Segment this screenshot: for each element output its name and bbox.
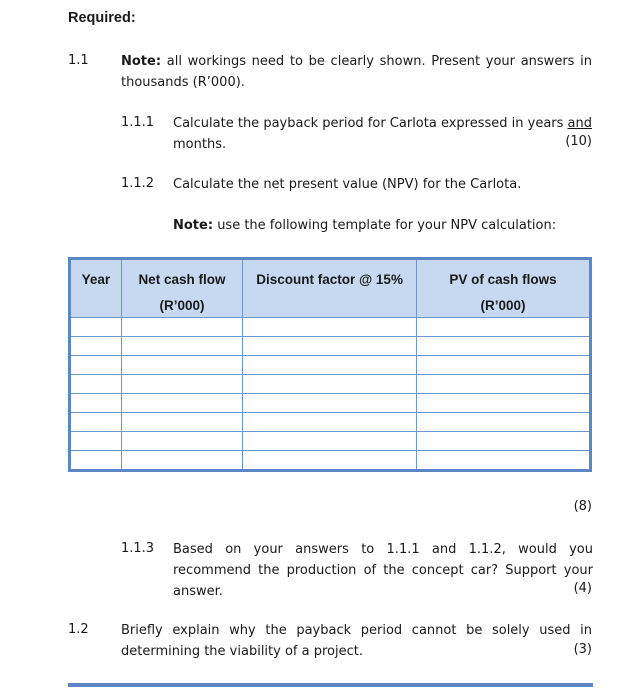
question-1-1-3-text: Based on your answers to 1.1.1 and 1.1.2, would you recommend the production of the concept car? Support your answer. [173, 542, 593, 599]
table-cell [417, 413, 591, 432]
question-number-1-1: 1.1 [68, 53, 89, 68]
header-year: Year [70, 259, 122, 318]
table-cell [243, 337, 417, 356]
table-cell [417, 432, 591, 451]
table-cell [121, 394, 242, 413]
note-text: all workings need to be clearly shown. Present your answers in thousands (R’000). [121, 54, 592, 90]
table-cell [70, 337, 122, 356]
table-row [70, 432, 591, 451]
table-cell [417, 337, 591, 356]
table-units-row [70, 298, 591, 318]
marks-1-1-1: (10) [565, 134, 592, 149]
table-cell [417, 451, 591, 471]
table-cell [243, 394, 417, 413]
table-header-row [70, 259, 591, 299]
table-cell [70, 432, 122, 451]
table-cell [417, 318, 591, 337]
table-cell [243, 375, 417, 394]
table-row [70, 318, 591, 337]
table-row [70, 451, 591, 471]
header-discount-factor: Discount factor @ 15% [243, 259, 417, 299]
marks-1-1-2: (8) [573, 499, 592, 514]
table-cell [121, 375, 242, 394]
table-cell [121, 432, 242, 451]
table-cell [243, 432, 417, 451]
table-cell [70, 413, 122, 432]
note-label: Note: [173, 218, 214, 233]
table-cell [243, 413, 417, 432]
question-number-1-1-3: 1.1.3 [121, 541, 155, 556]
marks-1-1-3: (4) [573, 581, 592, 596]
table-cell [70, 394, 122, 413]
question-text-continued: months. [173, 137, 227, 152]
question-number-1-1-1: 1.1.1 [121, 115, 155, 130]
table-cell [70, 318, 122, 337]
section-heading: Required: [68, 10, 136, 26]
question-1-2-text: Briefly explain why the payback period cannot be solely used in determining the viability of a project. [121, 623, 592, 659]
question-number-1-1-2: 1.1.2 [121, 176, 155, 191]
table-cell [70, 451, 122, 471]
units-discount-factor [243, 298, 417, 318]
table-row [70, 375, 591, 394]
table-cell [243, 318, 417, 337]
table-row [70, 356, 591, 375]
table-cell [121, 451, 242, 471]
marks-1-2: (3) [573, 642, 592, 657]
table-body [70, 318, 591, 471]
header-net-cash-flow: Net cash flow [121, 259, 242, 299]
question-1-1-1-text [173, 113, 593, 155]
table-row [70, 394, 591, 413]
table-cell [417, 394, 591, 413]
units-net-cash-flow: (R’000) [121, 298, 242, 318]
table-cell [243, 451, 417, 471]
table-cell [417, 356, 591, 375]
table-cell [243, 356, 417, 375]
npv-template-table [68, 257, 592, 472]
question-1-1-2-note [173, 215, 593, 236]
question-text: Calculate the payback period for Carlota expressed in years [173, 116, 568, 131]
table-cell [121, 413, 242, 432]
question-1-1-2-text: Calculate the net present value (NPV) for the Carlota. [173, 177, 522, 192]
table-cell [121, 356, 242, 375]
footer-rule [68, 683, 593, 687]
table-row [70, 413, 591, 432]
question-1-1-note [121, 51, 592, 93]
question-number-1-2: 1.2 [68, 622, 89, 637]
units-pv-cash-flows: (R’000) [417, 298, 591, 318]
table-cell [417, 375, 591, 394]
note-label: Note: [121, 54, 162, 69]
table-cell [70, 356, 122, 375]
table-cell [70, 375, 122, 394]
table-row [70, 337, 591, 356]
table-cell [121, 337, 242, 356]
note-text: use the following template for your NPV calculation: [217, 218, 557, 233]
underlined-word: and [567, 116, 593, 131]
header-pv-cash-flows: PV of cash flows [417, 259, 591, 299]
table-cell [121, 318, 242, 337]
